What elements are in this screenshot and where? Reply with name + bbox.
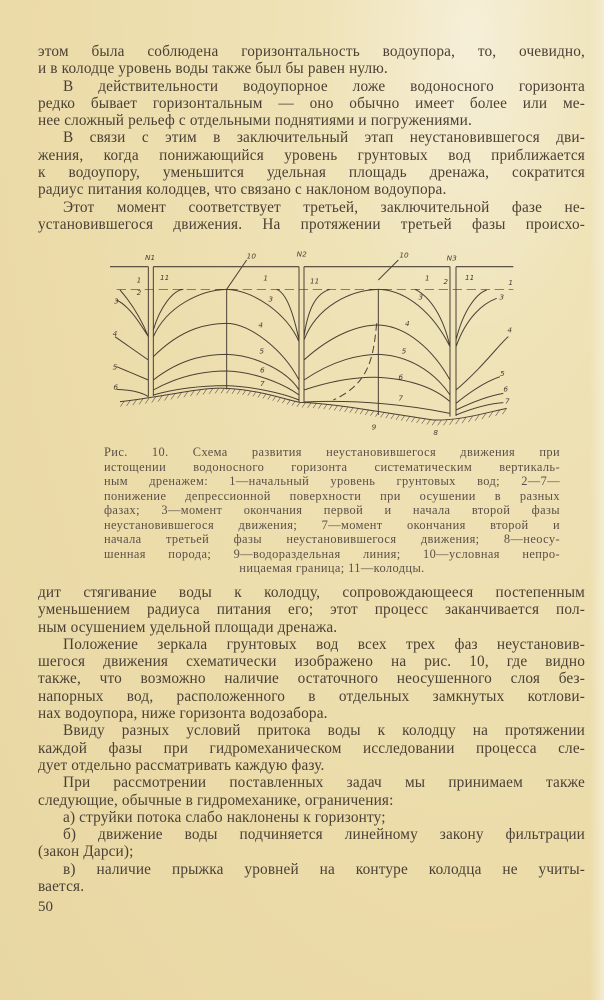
label-2: 2	[136, 288, 142, 297]
label-3-b: 3	[268, 294, 274, 304]
caption-line: неустановившегося движения; 7—момент окончания второй и	[104, 517, 560, 532]
text-line: редко бывает горизонтальным — оно обычно имеет более или ме-	[38, 94, 585, 112]
text-line: шегося движения схематически изображено на рис. 10, где видно	[38, 653, 585, 671]
label-5-d: 5	[500, 369, 505, 378]
text-line: Положение зеркала грунтовых вод всех трех фаз неустановив-	[63, 635, 585, 653]
text-line: жения, когда понижающийся уровень грунтовых вод приближается	[38, 146, 585, 164]
label-4-c: 4	[405, 319, 410, 328]
caption-line: начала третьей фазы неустановившегося движения; 8—неосу-	[104, 532, 560, 546]
caption-line: шенная порода; 9—водораздельная линия; 10—условная непро-	[104, 546, 560, 561]
label-7-b: 7	[398, 393, 404, 403]
label-1-b: 1	[263, 273, 269, 283]
curves-w2-w3	[304, 289, 450, 413]
label-11-b: 11	[310, 276, 320, 286]
caption-line: Рис. 10. Схема развития неустановившегося движения при	[104, 445, 560, 459]
label-n2: N2	[296, 249, 307, 259]
label-1-c: 1	[425, 273, 430, 283]
text-line: (закон Дарси);	[38, 843, 134, 861]
text-line: Ввиду разных условий притока воды к колодцу на протяжении	[63, 722, 585, 740]
label-6-d: 6	[503, 384, 509, 394]
label-5-b: 5	[259, 346, 265, 356]
text-line: нах водоупора, ниже горизонта водозабора.	[38, 705, 328, 723]
caption-line: понижение депрессионной поверхности при осушении в разных	[104, 488, 560, 503]
text-line: установившегося движения. На протяжении третьей фазы происхо-	[38, 215, 585, 233]
text-line: ным осушением удельной площади дренажа.	[38, 618, 338, 636]
boundary-line-2	[378, 260, 398, 415]
caption-line: фазах; 3—момент окончания первой и начала второй фазы	[104, 503, 560, 517]
label-10-b: 10	[399, 250, 409, 260]
label-1-d: 1	[508, 278, 514, 287]
figure-10-diagram	[100, 240, 540, 440]
text-line: дует отдельно рассматривать каждую фазу.	[38, 756, 325, 774]
text-line: радиус питания колодцев, что связано с наклоном водоупора.	[38, 181, 447, 199]
text-line: В связи с этим в заключительный этап неустановившегося дви-	[63, 129, 585, 147]
label-11-a: 11	[160, 273, 170, 282]
well-n1	[148, 267, 153, 397]
text-line: уменьшением радиуса питания его; этот процесс заканчивается пол-	[38, 601, 585, 619]
text-line: также, что возможно наличие остаточного неосушенного слоя без-	[38, 670, 585, 688]
label-3-d: 3	[499, 292, 505, 302]
label-7-c: 7	[505, 396, 510, 406]
text-line: В действительности водоупорное ложе водоносного горизонта	[63, 77, 585, 95]
text-line: дит стягивание воды к колодцу, сопровождающееся постепенным	[38, 584, 585, 601]
curves-w1-w2	[153, 289, 299, 400]
page-edge	[590, 0, 604, 1000]
label-5: 5	[112, 362, 118, 372]
text-line: нее сложный рельеф с отдельными поднятиями и погружениями.	[38, 112, 472, 130]
label-1-a: 1	[136, 275, 142, 285]
text-line: к водоупору, уменьшится удельная площадь дренажа, сократится	[38, 164, 585, 182]
label-n1: N1	[145, 253, 156, 262]
curves-right-w3	[456, 290, 508, 415]
text-line: При рассмотрении поставленных задач мы принимаем также	[63, 774, 585, 792]
label-8: 8	[433, 428, 439, 437]
label-6-c: 6	[398, 372, 404, 382]
text-line: б) движение воды подчиняется линейному закону фильтрации	[63, 826, 585, 844]
text-line: этом была соблюдена горизонтальность водоупора, то, очевидно,	[38, 43, 585, 60]
text-line: в) наличие прыжка уровней на контуре колодца не учиты-	[63, 860, 585, 878]
text-line: и в колодце уровень воды также был бы равен нулю.	[38, 60, 388, 78]
text-line: следующие, обычные в гидромеханике, ограничения:	[38, 791, 394, 809]
label-4: 4	[112, 329, 118, 338]
label-6: 6	[113, 382, 119, 392]
curve-left-w1	[112, 290, 148, 397]
label-4-d: 4	[507, 325, 513, 335]
caption-line: ницаемая граница; 11—колодцы.	[239, 561, 425, 575]
caption-line: истощении водоносного горизонта систематическим вертикаль-	[104, 459, 560, 474]
label-5-c: 5	[401, 346, 407, 356]
body-text-top	[38, 43, 585, 233]
label-10-a: 10	[246, 251, 256, 261]
label-6-b: 6	[260, 365, 265, 375]
text-line: вается.	[38, 878, 85, 896]
label-3-c: 3	[418, 292, 424, 302]
label-11-c: 11	[465, 273, 475, 282]
label-n3: N3	[446, 253, 457, 263]
figure-caption	[104, 445, 560, 576]
label-9: 9	[371, 422, 377, 432]
page-number: 50	[38, 899, 53, 915]
text-line: Этот момент соответствует третьей, заключительной фазе не-	[63, 198, 585, 216]
text-line: напорных вод, расположенного в отдельных замкнутых котлови-	[38, 687, 585, 705]
well-n2	[299, 267, 304, 403]
label-4-b: 4	[258, 320, 264, 330]
label-3: 3	[114, 296, 119, 306]
caption-line: ным дренажем: 1—начальный уровень грунтовых вод; 2—7—	[104, 474, 560, 488]
text-line: а) струйки потока слабо наклонены к горизонту;	[63, 808, 386, 826]
text-line: каждой фазы при гидромеханическом исследовании процесса сле-	[38, 739, 585, 757]
body-text-bottom	[38, 584, 585, 895]
label-2-b: 2	[443, 277, 449, 286]
label-7: 7	[260, 379, 265, 388]
